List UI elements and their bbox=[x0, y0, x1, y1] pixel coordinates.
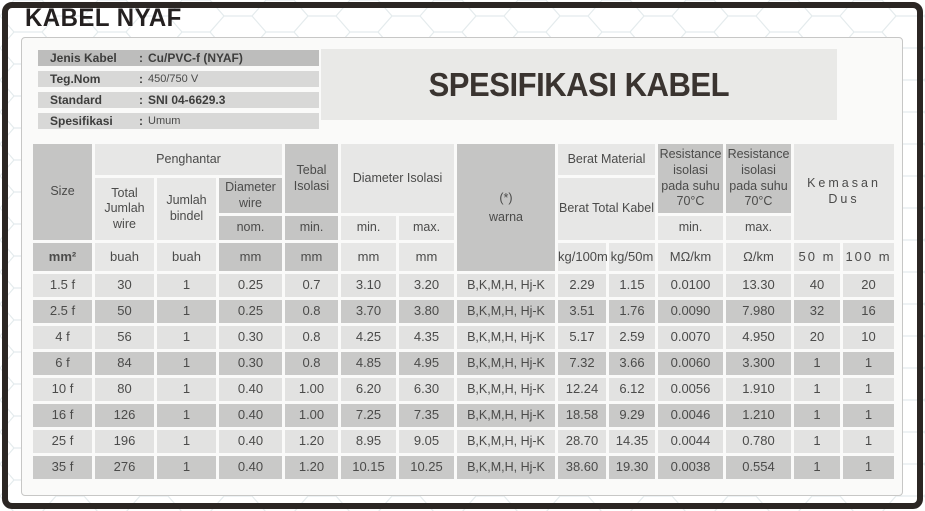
cell-tebal: 1.20 bbox=[285, 456, 338, 479]
unit-kg-50m: kg/50m bbox=[609, 243, 655, 271]
cell-dus-100: 10 bbox=[843, 326, 894, 349]
subheader-resistance-max: max. bbox=[726, 216, 791, 240]
cell-size: 6 f bbox=[33, 352, 92, 375]
info-separator: : bbox=[139, 114, 143, 128]
cell-kg-100m: 7.32 bbox=[558, 352, 606, 375]
cell-kg-100m: 28.70 bbox=[558, 430, 606, 453]
cell-kg-50m: 19.30 bbox=[609, 456, 655, 479]
cell-kg-50m: 9.29 bbox=[609, 404, 655, 427]
spec-title-box bbox=[321, 49, 837, 120]
cell-kg-50m: 2.59 bbox=[609, 326, 655, 349]
table-row bbox=[33, 404, 894, 427]
info-value: 450/750 V bbox=[148, 73, 199, 85]
cell-diameter-wire: 0.40 bbox=[219, 430, 282, 453]
unit-bindel: buah bbox=[157, 243, 216, 271]
info-separator: : bbox=[139, 93, 143, 107]
unit-size: mm² bbox=[33, 243, 92, 271]
col-group-penghantar: Penghantar bbox=[95, 144, 282, 175]
table-row bbox=[33, 456, 894, 479]
cell-diameter-min: 4.85 bbox=[341, 352, 396, 375]
cell-dus-100: 1 bbox=[843, 404, 894, 427]
cell-res-max: 1.210 bbox=[726, 404, 791, 427]
cell-dus-100: 1 bbox=[843, 378, 894, 401]
cell-dus-100: 1 bbox=[843, 430, 894, 453]
cell-size: 1.5 f bbox=[33, 274, 92, 297]
cell-warna: B,K,M,H, Hj-K bbox=[457, 274, 555, 297]
cell-diameter-wire: 0.40 bbox=[219, 456, 282, 479]
table-row bbox=[33, 430, 894, 453]
info-value: Umum bbox=[148, 115, 181, 127]
cell-res-min: 0.0056 bbox=[658, 378, 723, 401]
cell-res-min: 0.0100 bbox=[658, 274, 723, 297]
unit-diameter-max: mm bbox=[399, 243, 454, 271]
info-separator: : bbox=[139, 51, 143, 65]
info-label: Spesifikasi bbox=[50, 114, 113, 128]
cell-total-wire: 84 bbox=[95, 352, 154, 375]
cell-diameter-min: 3.10 bbox=[341, 274, 396, 297]
cell-warna: B,K,M,H, Hj-K bbox=[457, 456, 555, 479]
cell-res-max: 13.30 bbox=[726, 274, 791, 297]
subheader-tebal-min: min. bbox=[285, 216, 338, 240]
info-row-teg-nom bbox=[38, 71, 319, 87]
cell-total-wire: 56 bbox=[95, 326, 154, 349]
cell-diameter-wire: 0.30 bbox=[219, 352, 282, 375]
cell-diameter-min: 10.15 bbox=[341, 456, 396, 479]
cell-tebal: 0.8 bbox=[285, 300, 338, 323]
cell-size: 25 f bbox=[33, 430, 92, 453]
cell-bindel: 1 bbox=[157, 456, 216, 479]
cell-res-min: 0.0070 bbox=[658, 326, 723, 349]
cell-bindel: 1 bbox=[157, 404, 216, 427]
cell-tebal: 0.7 bbox=[285, 274, 338, 297]
info-value: Cu/PVC-f (NYAF) bbox=[148, 51, 243, 65]
cell-kg-100m: 2.29 bbox=[558, 274, 606, 297]
cell-res-max: 1.910 bbox=[726, 378, 791, 401]
cable-info-box bbox=[38, 50, 319, 134]
cell-res-min: 0.0044 bbox=[658, 430, 723, 453]
unit-res-max: Ω/km bbox=[726, 243, 791, 271]
cell-warna: B,K,M,H, Hj-K bbox=[457, 326, 555, 349]
info-label: Standard bbox=[50, 93, 103, 107]
cell-tebal: 0.8 bbox=[285, 326, 338, 349]
cell-res-min: 0.0060 bbox=[658, 352, 723, 375]
cell-diameter-min: 7.25 bbox=[341, 404, 396, 427]
cell-total-wire: 196 bbox=[95, 430, 154, 453]
info-row-standard bbox=[38, 92, 319, 108]
cell-diameter-max: 4.95 bbox=[399, 352, 454, 375]
col-header-warna bbox=[457, 144, 555, 271]
cell-total-wire: 276 bbox=[95, 456, 154, 479]
table-row bbox=[33, 300, 894, 323]
cell-res-max: 0.554 bbox=[726, 456, 791, 479]
cell-dus-50: 1 bbox=[794, 456, 840, 479]
table-row bbox=[33, 352, 894, 375]
warna-mark: (*) bbox=[499, 191, 513, 206]
cell-dus-50: 1 bbox=[794, 378, 840, 401]
info-row-jenis-kabel bbox=[38, 50, 319, 66]
cell-dus-50: 40 bbox=[794, 274, 840, 297]
cell-bindel: 1 bbox=[157, 274, 216, 297]
subheader-nom: nom. bbox=[219, 216, 282, 240]
cell-res-min: 0.0090 bbox=[658, 300, 723, 323]
info-value: SNI 04-6629.3 bbox=[148, 93, 226, 107]
cell-diameter-max: 4.35 bbox=[399, 326, 454, 349]
cell-warna: B,K,M,H, Hj-K bbox=[457, 378, 555, 401]
cell-dus-50: 1 bbox=[794, 352, 840, 375]
unit-dus-50: 50 m bbox=[794, 243, 840, 271]
cell-bindel: 1 bbox=[157, 352, 216, 375]
cell-diameter-wire: 0.30 bbox=[219, 326, 282, 349]
cell-dus-100: 1 bbox=[843, 456, 894, 479]
cell-diameter-min: 8.95 bbox=[341, 430, 396, 453]
col-group-berat-material: Berat Material bbox=[558, 144, 655, 175]
cell-diameter-max: 9.05 bbox=[399, 430, 454, 453]
cell-size: 35 f bbox=[33, 456, 92, 479]
cell-bindel: 1 bbox=[157, 378, 216, 401]
cell-bindel: 1 bbox=[157, 326, 216, 349]
col-group-diameter-isolasi: Diameter Isolasi bbox=[341, 144, 454, 213]
subheader-diameter-min: min. bbox=[341, 216, 396, 240]
unit-diameter-wire: mm bbox=[219, 243, 282, 271]
col-header-tebal-isolasi: Tebal Isolasi bbox=[285, 144, 338, 213]
cell-kg-50m: 3.66 bbox=[609, 352, 655, 375]
col-header-total-jumlah-wire: Total Jumlah wire bbox=[95, 178, 154, 240]
spec-title: SPESIFIKASI KABEL bbox=[428, 65, 730, 103]
cell-tebal: 1.00 bbox=[285, 404, 338, 427]
cell-dus-100: 1 bbox=[843, 352, 894, 375]
cell-res-max: 0.780 bbox=[726, 430, 791, 453]
cell-kg-100m: 5.17 bbox=[558, 326, 606, 349]
cell-dus-100: 16 bbox=[843, 300, 894, 323]
cell-diameter-min: 6.20 bbox=[341, 378, 396, 401]
cell-kg-100m: 18.58 bbox=[558, 404, 606, 427]
info-label: Jenis Kabel bbox=[50, 51, 117, 65]
cell-dus-50: 32 bbox=[794, 300, 840, 323]
cell-diameter-wire: 0.25 bbox=[219, 274, 282, 297]
cell-kg-50m: 6.12 bbox=[609, 378, 655, 401]
cell-bindel: 1 bbox=[157, 300, 216, 323]
info-label: Teg.Nom bbox=[50, 72, 101, 86]
unit-res-min: MΩ/km bbox=[658, 243, 723, 271]
cell-diameter-wire: 0.40 bbox=[219, 404, 282, 427]
cell-warna: B,K,M,H, Hj-K bbox=[457, 430, 555, 453]
unit-total-wire: buah bbox=[95, 243, 154, 271]
cell-dus-50: 1 bbox=[794, 430, 840, 453]
cell-warna: B,K,M,H, Hj-K bbox=[457, 352, 555, 375]
cell-diameter-min: 3.70 bbox=[341, 300, 396, 323]
cell-diameter-max: 10.25 bbox=[399, 456, 454, 479]
unit-dus-100: 100 m bbox=[843, 243, 894, 271]
cell-tebal: 1.20 bbox=[285, 430, 338, 453]
specification-table bbox=[30, 141, 897, 482]
cell-tebal: 1.00 bbox=[285, 378, 338, 401]
cell-kg-50m: 14.35 bbox=[609, 430, 655, 453]
cell-dus-100: 20 bbox=[843, 274, 894, 297]
unit-diameter-min: mm bbox=[341, 243, 396, 271]
cell-size: 2.5 f bbox=[33, 300, 92, 323]
cell-res-max: 7.980 bbox=[726, 300, 791, 323]
cell-kg-100m: 38.60 bbox=[558, 456, 606, 479]
cell-res-max: 3.300 bbox=[726, 352, 791, 375]
page-title: KABEL NYAF bbox=[25, 4, 182, 32]
col-header-resistance-min: Resistance isolasi pada suhu 70°C bbox=[658, 144, 723, 213]
table-row bbox=[33, 326, 894, 349]
cell-warna: B,K,M,H, Hj-K bbox=[457, 404, 555, 427]
warna-label: warna bbox=[488, 209, 524, 224]
cell-dus-50: 20 bbox=[794, 326, 840, 349]
cell-diameter-max: 6.30 bbox=[399, 378, 454, 401]
subheader-resistance-min: min. bbox=[658, 216, 723, 240]
content-panel bbox=[21, 37, 903, 496]
cell-diameter-wire: 0.40 bbox=[219, 378, 282, 401]
cell-total-wire: 50 bbox=[95, 300, 154, 323]
info-separator: : bbox=[139, 72, 143, 86]
cell-kg-50m: 1.76 bbox=[609, 300, 655, 323]
col-header-berat-total-kabel: Berat Total Kabel bbox=[558, 178, 655, 240]
cell-total-wire: 30 bbox=[95, 274, 154, 297]
cell-size: 4 f bbox=[33, 326, 92, 349]
col-header-jumlah-bindel: Jumlah bindel bbox=[157, 178, 216, 240]
col-header-diameter-wire: Diameter wire bbox=[219, 178, 282, 213]
cell-diameter-max: 3.20 bbox=[399, 274, 454, 297]
cell-total-wire: 126 bbox=[95, 404, 154, 427]
table-row bbox=[33, 274, 894, 297]
cell-res-min: 0.0038 bbox=[658, 456, 723, 479]
col-header-size: Size bbox=[33, 144, 92, 240]
cell-kg-100m: 12.24 bbox=[558, 378, 606, 401]
cell-diameter-max: 3.80 bbox=[399, 300, 454, 323]
cell-total-wire: 80 bbox=[95, 378, 154, 401]
cell-dus-50: 1 bbox=[794, 404, 840, 427]
cell-tebal: 0.8 bbox=[285, 352, 338, 375]
cell-kg-50m: 1.15 bbox=[609, 274, 655, 297]
cell-res-max: 4.950 bbox=[726, 326, 791, 349]
table-row bbox=[33, 378, 894, 401]
col-group-kemasan-dus: Kemasan Dus bbox=[794, 144, 894, 240]
subheader-diameter-max: max. bbox=[399, 216, 454, 240]
cell-size: 10 f bbox=[33, 378, 92, 401]
cell-size: 16 f bbox=[33, 404, 92, 427]
cell-kg-100m: 3.51 bbox=[558, 300, 606, 323]
cell-warna: B,K,M,H, Hj-K bbox=[457, 300, 555, 323]
cell-diameter-max: 7.35 bbox=[399, 404, 454, 427]
unit-tebal: mm bbox=[285, 243, 338, 271]
unit-kg-100m: kg/100m bbox=[558, 243, 606, 271]
col-header-resistance-max: Resistance isolasi pada suhu 70°C bbox=[726, 144, 791, 213]
cell-res-min: 0.0046 bbox=[658, 404, 723, 427]
cell-bindel: 1 bbox=[157, 430, 216, 453]
cell-diameter-min: 4.25 bbox=[341, 326, 396, 349]
cell-diameter-wire: 0.25 bbox=[219, 300, 282, 323]
info-row-spesifikasi bbox=[38, 113, 319, 129]
